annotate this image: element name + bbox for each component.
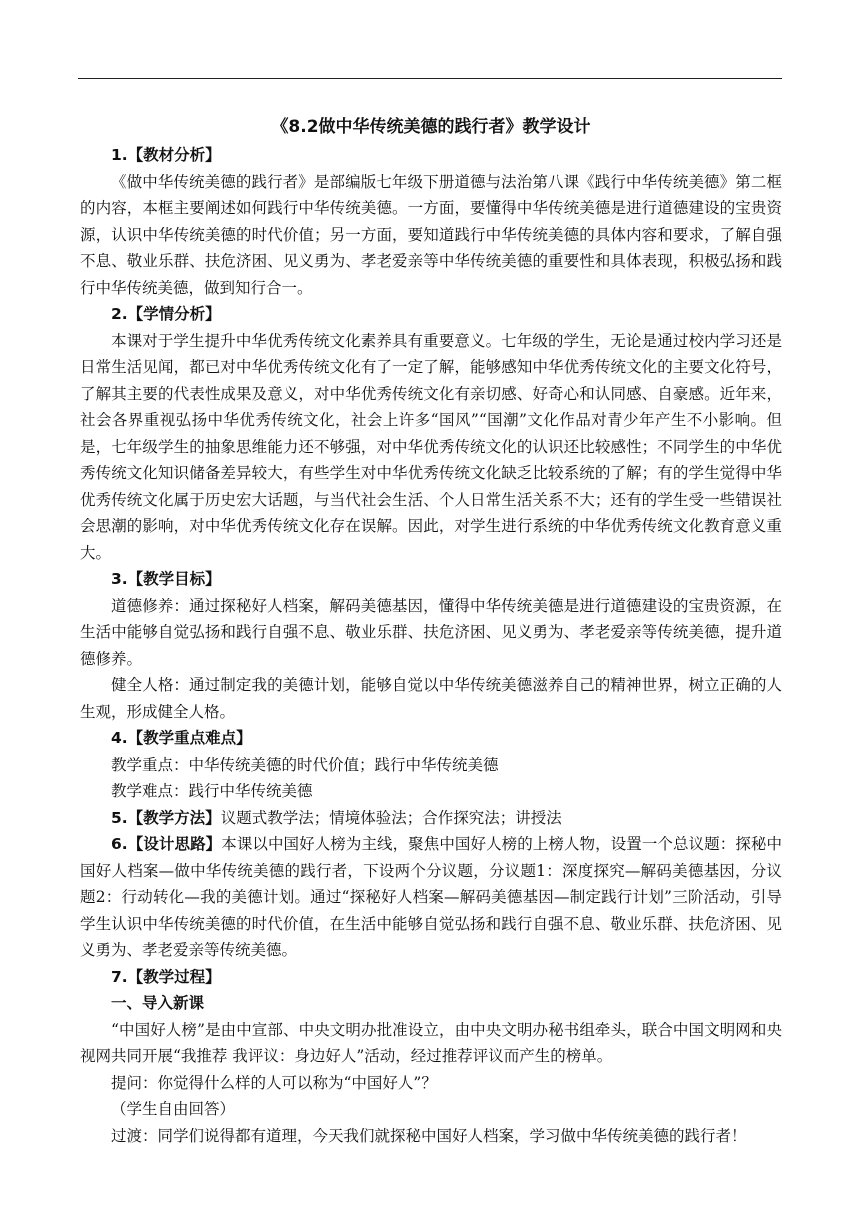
section-heading-keypoints: 4.【教学重点难点】	[111, 729, 252, 747]
section-methods	[80, 805, 782, 832]
objective-moral: 道德修养：通过探秘好人档案，解码美德基因，懂得中华传统美德是进行道德建设的宝贵资源，在生活中能够自觉弘扬和践行自强不息、敬业乐群、扶危济困、见义勇为、孝老爱亲等传统美德，提升道德修养。	[80, 596, 782, 668]
intro-paragraph: “中国好人榜”是由中宣部、中央文明办批准设立，由中央文明办秘书组牵头，联合中国文明网和央视网共同开展“我推荐 我评议：身边好人”活动，经过推荐评议而产生的榜单。	[80, 1020, 782, 1065]
section-heading-design: 6.【设计思路】	[111, 835, 222, 853]
header-rule	[78, 78, 782, 79]
students-paragraph: 本课对于学生提升中华优秀传统文化素养具有重要意义。七年级的学生，无论是通过校内学习还是日常生活见闻，都已对中华优秀传统文化有了一定了解，能够感知中华优秀传统文化的主要文化符号，了解其主要的代表性成果及意义，对中华优秀传统文化有亲切感、好奇心和认同感、自豪感。近年来，社会各界重视弘扬中华优秀传统文化，社会上许多“国风”“国潮”文化作品对青少年产生不小影响。但是，七年级学生的抽象思维能力还不够强，对中华优秀传统文化的认识还比较感性；不同学生的中华优秀传统文化知识储备差异较大，有些学生对中华优秀传统文化缺乏比较系统的了解；有的学生觉得中华优秀传统文化属于历史宏大话题，与当代社会生活、个人日常生活关系不大；还有的学生受一些错误社会思潮的影响，对中华优秀传统文化存在误解。因此，对学生进行系统的中华优秀传统文化教育意义重大。	[80, 331, 782, 562]
methods-text: 议题式教学法；情境体验法；合作探究法；讲授法	[220, 808, 562, 827]
transition-paragraph: 过渡：同学们说得都有道理，今天我们就探秘中国好人档案，学习做中华传统美德的践行者！	[111, 1126, 747, 1145]
document-title: 《8.2做中华传统美德的践行者》教学设计	[271, 117, 591, 137]
difficult-point: 教学难点：践行中华传统美德	[111, 782, 313, 800]
section-heading-objectives: 3.【教学目标】	[111, 570, 221, 588]
section-heading-process: 7.【教学过程】	[111, 967, 221, 986]
objective-personality: 健全人格：通过制定我的美德计划，能够自觉以中华传统美德滋养自己的精神世界，树立正确的人生观，形成健全人格。	[80, 676, 782, 721]
student-answer-note: （学生自由回答）	[111, 1100, 236, 1118]
section-design	[80, 831, 782, 964]
document-body	[80, 112, 782, 1149]
key-point: 教学重点：中华传统美德的时代价值；践行中华传统美德	[111, 755, 499, 774]
materials-paragraph: 《做中华传统美德的践行者》是部编版七年级下册道德与法治第八课《践行中华传统美德》第二框的内容，本框主要阐述如何践行中华传统美德。一方面，要懂得中华传统美德是进行道德建设的宝贵资源，认识中华传统美德的时代价值；另一方面，要知道践行中华传统美德的具体内容和要求，了解自强不息、敬业乐群、扶危济困、见义勇为、孝老爱亲等中华传统美德的重要性和具体表现，积极弘扬和践行中华传统美德，做到知行合一。	[80, 172, 782, 297]
section-heading-methods: 5.【教学方法】	[111, 808, 221, 827]
design-text: 本课以中国好人榜为主线，聚焦中国好人榜的上榜人物，设置一个总议题：探秘中国好人档案—做中华传统美德的践行者，下设两个分议题，分议题1：深度探究—解码美德基因，分议题2：行动转化—我的美德计划。通过“探秘好人档案—解码美德基因—制定践行计划”三阶活动，引导学生认识中华传统美德的时代价值，在生活中能够自觉弘扬和践行自强不息、敬业乐群、扶危济困、见义勇为、孝老爱亲等传统美德。	[80, 835, 782, 959]
subheading-intro: 一、导入新课	[111, 994, 205, 1012]
section-heading-students: 2.【学情分析】	[111, 305, 221, 323]
section-heading-materials: 1.【教材分析】	[111, 146, 221, 164]
question-paragraph: 提问：你觉得什么样的人可以称为“中国好人”？	[111, 1073, 437, 1092]
